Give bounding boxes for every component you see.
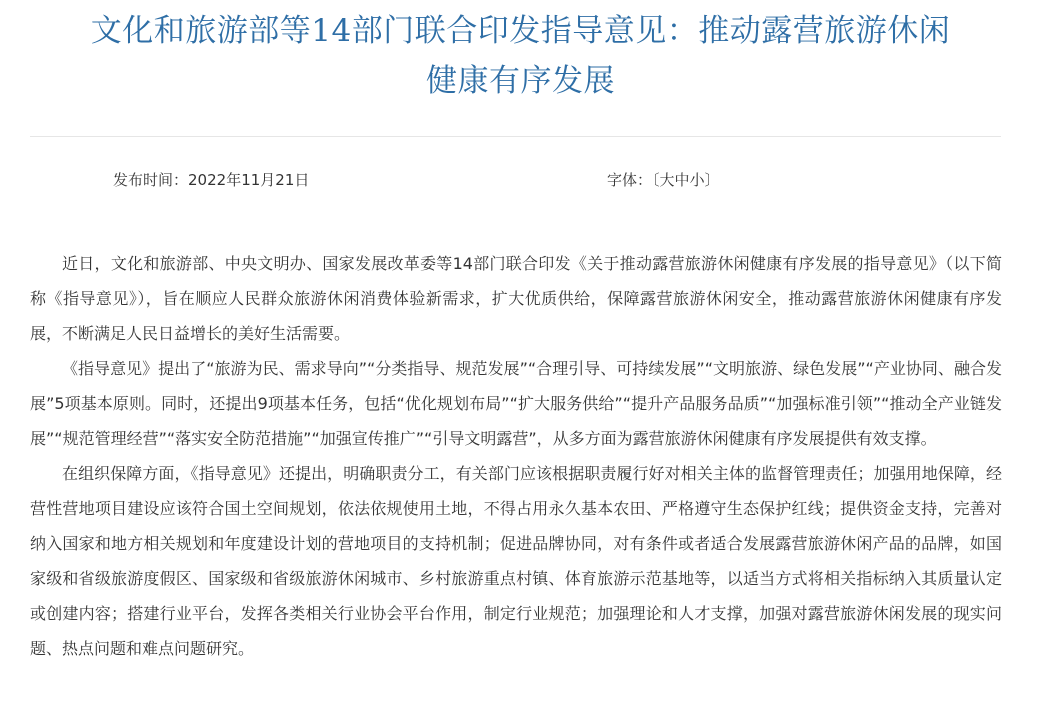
font-size-switcher [607,168,720,192]
article-body [30,246,1002,666]
font-size-label: 字体： [607,171,653,189]
article-paragraph-1: 近日，文化和旅游部、中央文明办、国家发展改革委等14部门联合印发《关于推动露营旅游休闲健康有序发展的指导意见》（以下简称《指导意见》），旨在顺应人民群众旅游休闲消费体验新需求，扩大优质供给，保障露营旅游休闲安全，推动露营旅游休闲健康有序发展，不断满足人民日益增长的美好生活需要。 [30,254,1002,343]
publish-time-label: 发布时间： [113,171,189,189]
article-title [0,6,1041,106]
article-paragraph-2: 《指导意见》提出了“旅游为民、需求导向”“分类指导、规范发展”“合理引导、可持续发展”“文明旅游、绿色发展”“产业协同、融合发展”5项基本原则。同时，还提出9项基本任务，包括“优化规划布局”“扩大服务供给”“提升产品服务品质”“加强标准引领”“推动全产业链发展”“规范管理经营”“落实安全防范措施”“加强宣传推广”“引导文明露营”，从多方面为露营旅游休闲健康有序发展提供有效支撑。 [30,359,1002,448]
font-bracket-open: 〔 [652,171,660,189]
publish-date: 2022年11月21日 [188,171,310,189]
article-meta [0,168,1041,192]
article-title-line-1: 文化和旅游部等14部门联合印发指导意见：推动露营旅游休闲 [90,13,951,49]
article-title-line-2: 健康有序发展 [426,63,615,99]
font-bracket-close: 〕 [704,171,720,189]
font-size-medium-link[interactable]: 中 [674,171,690,189]
font-size-small-link[interactable]: 小 [689,171,705,189]
article-paragraph-3: 在组织保障方面，《指导意见》还提出，明确职责分工，有关部门应该根据职责履行好对相关主体的监督管理责任；加强用地保障，经营性营地项目建设应该符合国土空间规划，依法依规使用土地，不得占用永久基本农田、严格遵守生态保护红线；提供资金支持，完善对纳入国家和地方相关规划和年度建设计划的营地项目的支持机制；促进品牌协同，对有条件或者适合发展露营旅游休闲产品的品牌，如国家级和省级旅游度假区、国家级和省级旅游休闲城市、乡村旅游重点村镇、体育旅游示范基地等，以适当方式将相关指标纳入其质量认定或创建内容；搭建行业平台，发挥各类相关行业协会平台作用，制定行业规范；加强理论和人才支撑，加强对露营旅游休闲发展的现实问题、热点问题和难点问题研究。 [30,464,1002,658]
font-size-large-link[interactable]: 大 [659,171,675,189]
publish-time [113,168,309,192]
title-divider [30,136,1001,137]
